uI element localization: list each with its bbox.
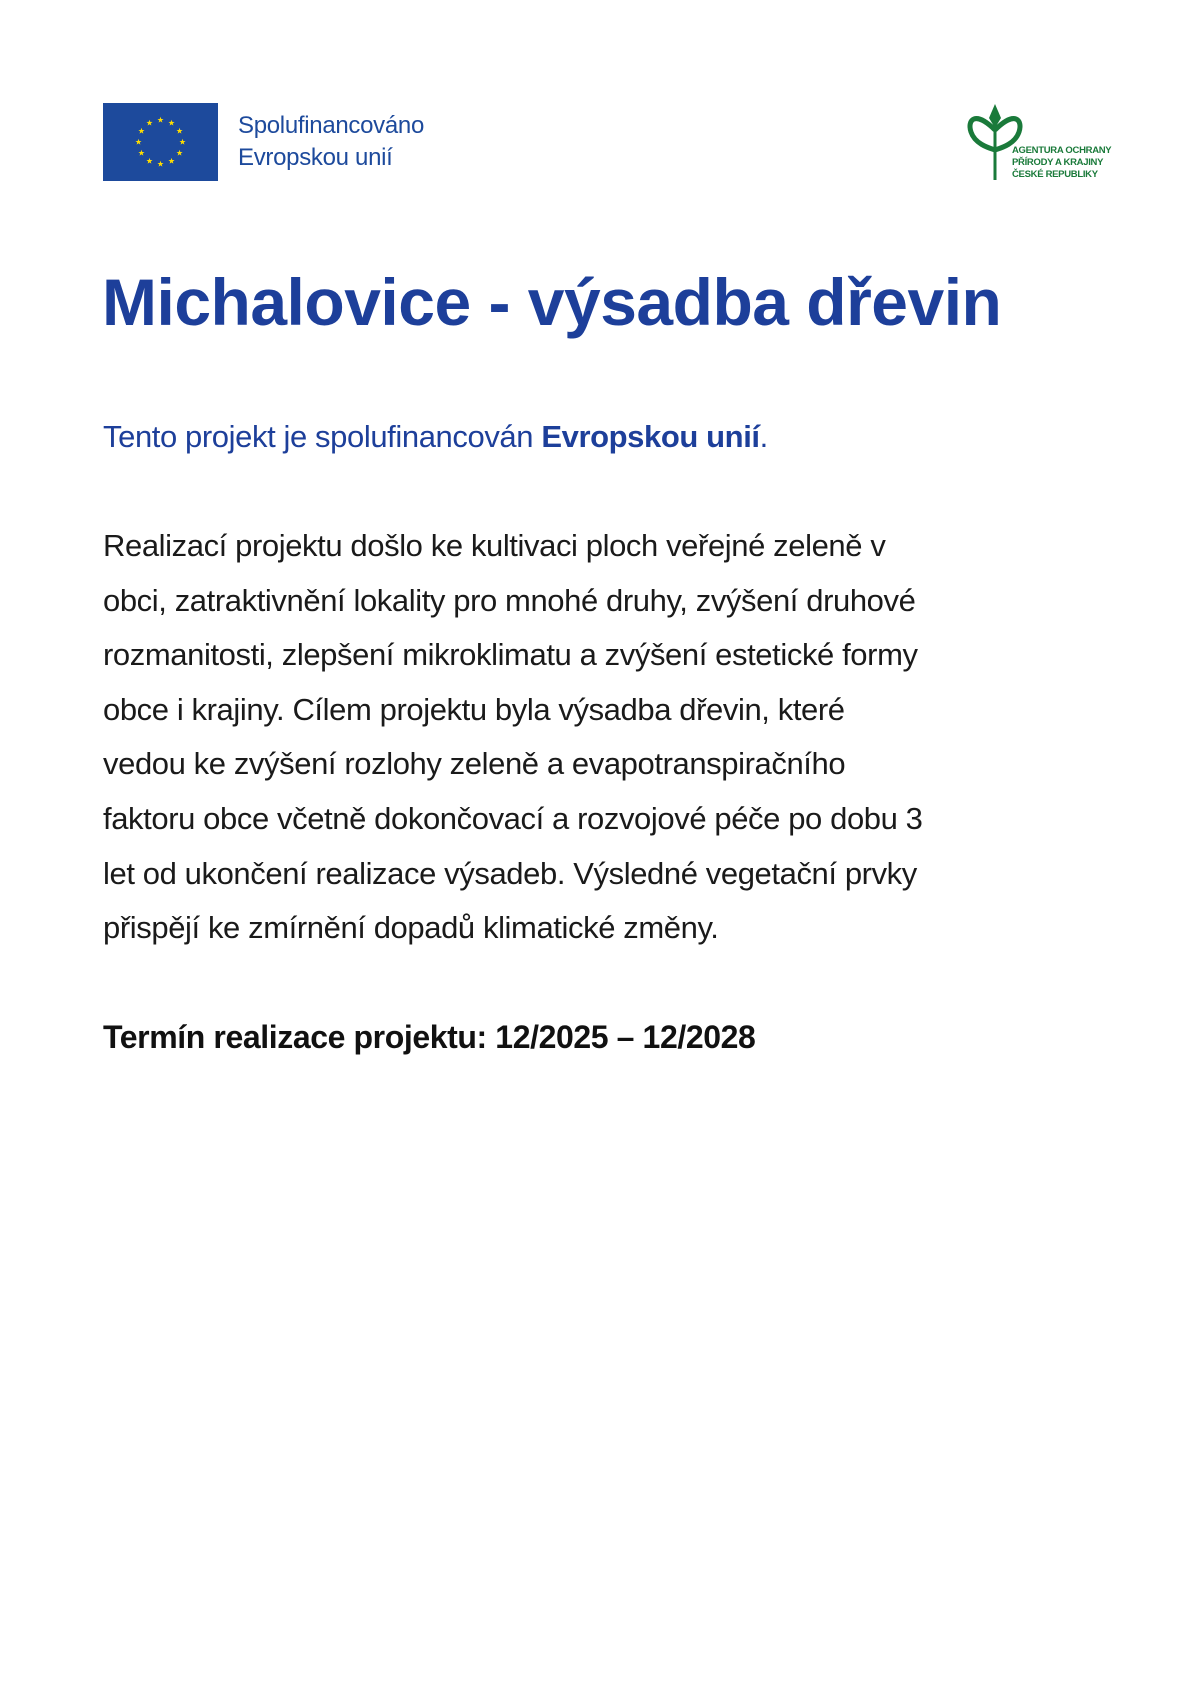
eu-logo-line1: Spolufinancováno	[238, 112, 425, 139]
lead-emphasis: Evropskou unií	[541, 419, 760, 454]
agency-logo	[965, 100, 1115, 185]
description-line: obci, zatraktivnění lokality pro mnohé druhy, zvýšení druhové	[103, 582, 916, 618]
agency-logo-line: AGENTURA OCHRANY	[1012, 145, 1112, 156]
eu-flag-icon	[103, 103, 218, 181]
agency-logo-line: ČESKÉ REPUBLIKY	[1012, 169, 1098, 180]
lead-prefix: Tento projekt je spolufinancován	[103, 419, 542, 454]
project-term: Termín realizace projektu: 12/2025 – 12/2028	[103, 1019, 756, 1055]
eu-cofunding-logo	[103, 103, 424, 181]
description-line: přispějí ke zmírnění dopadů klimatické změny.	[103, 910, 719, 946]
description-line: obce i krajiny. Cílem projektu byla výsadba dřevin, které	[103, 691, 845, 727]
cofunding-statement	[103, 416, 768, 458]
description-line: Realizací projektu došlo ke kultivaci ploch veřejné zeleně v	[103, 528, 886, 563]
project-description	[103, 519, 923, 956]
description-line: vedou ke zvýšení rozlohy zeleně a evapotranspiračního	[103, 746, 846, 782]
description-line: rozmanitosti, zlepšení mikroklimatu a zvýšení estetické formy	[103, 637, 918, 673]
eu-logo-line2: Evropskou unií	[238, 144, 393, 171]
description-line: let od ukončení realizace výsadeb. Výsledné vegetační prvky	[103, 855, 917, 891]
page-title: Michalovice - výsadba dřevin	[102, 265, 1002, 339]
agency-logo-line: PŘÍRODY A KRAJINY	[1012, 157, 1104, 168]
lead-suffix: .	[759, 419, 768, 454]
description-line: faktoru obce včetně dokončovací a rozvojové péče po dobu 3	[103, 800, 923, 836]
